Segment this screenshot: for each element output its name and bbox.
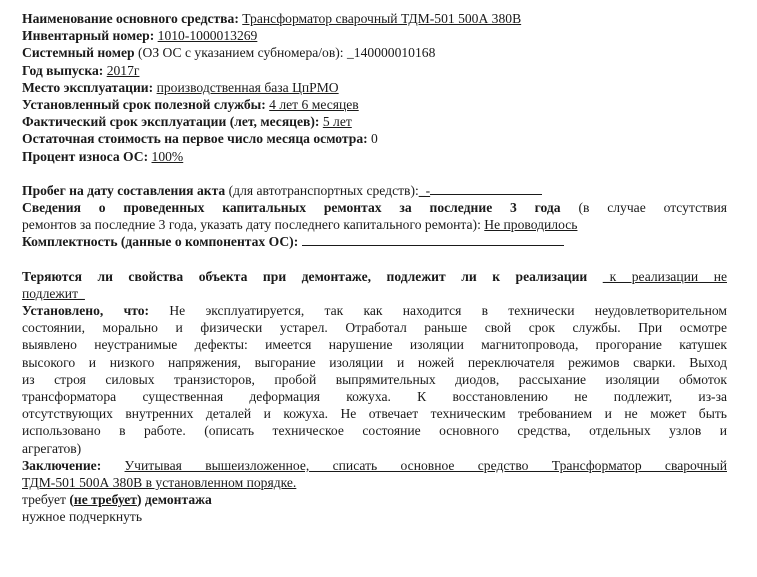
conclusion-label: Заключение: — [22, 457, 102, 473]
repairs-note-1: (в случае отсутствия — [578, 200, 727, 216]
wear-percent-row — [22, 148, 727, 165]
actual-life-row — [22, 113, 727, 130]
asset-name-label: Наименование основного средства: — [22, 11, 239, 26]
established-text-1: Не эксплуатируется, так как находится в технически неудовлетворительном — [169, 303, 727, 319]
inventory-number-label: Инвентарный номер: — [22, 28, 155, 44]
established-line-3: выявлено неустранимые дефекты: имеется нарушение изоляции магнитопровода, прогорание катушек — [22, 337, 727, 353]
useful-life-row — [22, 96, 727, 113]
system-number-note: (ОЗ ОС с указанием субномера/ов): — [137, 45, 344, 61]
dismantling-row — [22, 268, 727, 285]
section-spacer-2 — [22, 251, 727, 268]
established-line-6: трансформатора существенная деформация кожуха. К восстановлению не подлежит, из-за — [22, 389, 727, 405]
repairs-label: Сведения о проведенных капитальных ремонтах за последние 3 года — [22, 200, 561, 216]
wear-percent-label: Процент износа ОС: — [22, 148, 149, 164]
established-line-9: агрегатов) — [22, 440, 82, 456]
system-number-row — [22, 44, 727, 61]
useful-life-value: 4 лет 6 месяцев — [269, 97, 359, 113]
manufacture-year-row — [22, 62, 727, 79]
established-label: Установлено, что: — [22, 303, 150, 319]
wear-percent-value: 100% — [151, 148, 184, 164]
actual-life-label: Фактический срок эксплуатации (лет, месяцев): — [22, 114, 320, 130]
established-block — [22, 302, 727, 457]
repairs-row — [22, 199, 727, 216]
inventory-number-row — [22, 27, 727, 44]
repairs-note-2: ремонтов за последние 3 года, указать дату последнего капитального ремонта): — [22, 217, 481, 233]
requirement-suffix: демонтажа — [144, 492, 212, 508]
requirement-row: требует (не требует) демонтажа — [22, 492, 212, 508]
residual-value-row — [22, 130, 727, 147]
manufacture-year-value: 2017г — [106, 62, 140, 78]
conclusion-text-2: ТДМ-501 500А 380В в установленном порядке. — [22, 475, 297, 491]
asset-name-value: Трансформатор сварочный ТДМ-501 500А 380В — [242, 11, 522, 26]
conclusion-text-1: Учитывая вышеизложенное, списать основное средство Трансформатор сварочный — [124, 457, 727, 473]
residual-value: 0 — [371, 131, 378, 147]
location-value: производственная база ЦпРМО — [156, 79, 339, 95]
actual-life-value: 5 лет — [322, 114, 352, 130]
completeness-blank-line — [302, 233, 564, 246]
conclusion-row — [22, 457, 727, 474]
dismantling-row-2 — [22, 285, 727, 302]
established-line-4: высокого и низкого напряжения, выгорание изоляции и ножей переключателя режимов сварки. Выход — [22, 354, 727, 370]
established-line-7: отсутствующих внутренних деталей и кожуха. Не отвечает техническим требованием и не может быть — [22, 406, 727, 422]
useful-life-label: Установленный срок полезной службы: — [22, 97, 266, 113]
conclusion-row-2 — [22, 474, 727, 491]
completeness-row — [22, 233, 727, 250]
dismantling-label: Теряются ли свойства объекта при демонтаже, подлежит ли к реализации — [22, 268, 588, 284]
mileage-label: Пробег на дату составления акта — [22, 182, 226, 198]
requirement-choice: не требует — [73, 492, 137, 508]
section-spacer — [22, 165, 727, 182]
requirement-prefix: требует — [22, 492, 66, 508]
location-row — [22, 79, 727, 96]
dismantling-value-1: _к реализации не — [602, 268, 727, 284]
dismantling-value-2: подлежит_ — [22, 285, 85, 301]
established-line-8: использовано в работе. (описать техническое состояние основного средства, отдельных узлов и — [22, 423, 727, 439]
inventory-number-value: 1010-1000013269 — [157, 28, 258, 44]
manufacture-year-label: Год выпуска: — [22, 62, 104, 78]
mileage-note: (для автотранспортных средств): — [228, 182, 419, 198]
completeness-label: Комплектность (данные о компонентах ОС): — [22, 234, 299, 250]
mileage-blank-line — [430, 182, 542, 195]
established-line-1 — [22, 302, 727, 319]
established-line-2: состоянии, морально и физически устарел. Отработал раньше свой срок службы. При осмотре — [22, 320, 727, 336]
repairs-value: Не проводилось — [484, 217, 578, 233]
asset-name-row — [22, 10, 727, 27]
established-line-5: из строя силовых транзисторов, пробой выпрямительных диодов, рассыхание изоляции обмоток — [22, 371, 727, 387]
mileage-row — [22, 182, 727, 199]
location-label: Место эксплуатации: — [22, 79, 154, 95]
residual-value-label: Остаточная стоимость на первое число месяца осмотра: — [22, 131, 368, 147]
repairs-row-2 — [22, 216, 727, 233]
system-number-label: Системный номер — [22, 45, 135, 61]
mileage-value: _- — [418, 182, 431, 198]
requirement-note: нужное подчеркнуть — [22, 509, 143, 525]
system-number-value: _140000010168 — [347, 45, 436, 61]
